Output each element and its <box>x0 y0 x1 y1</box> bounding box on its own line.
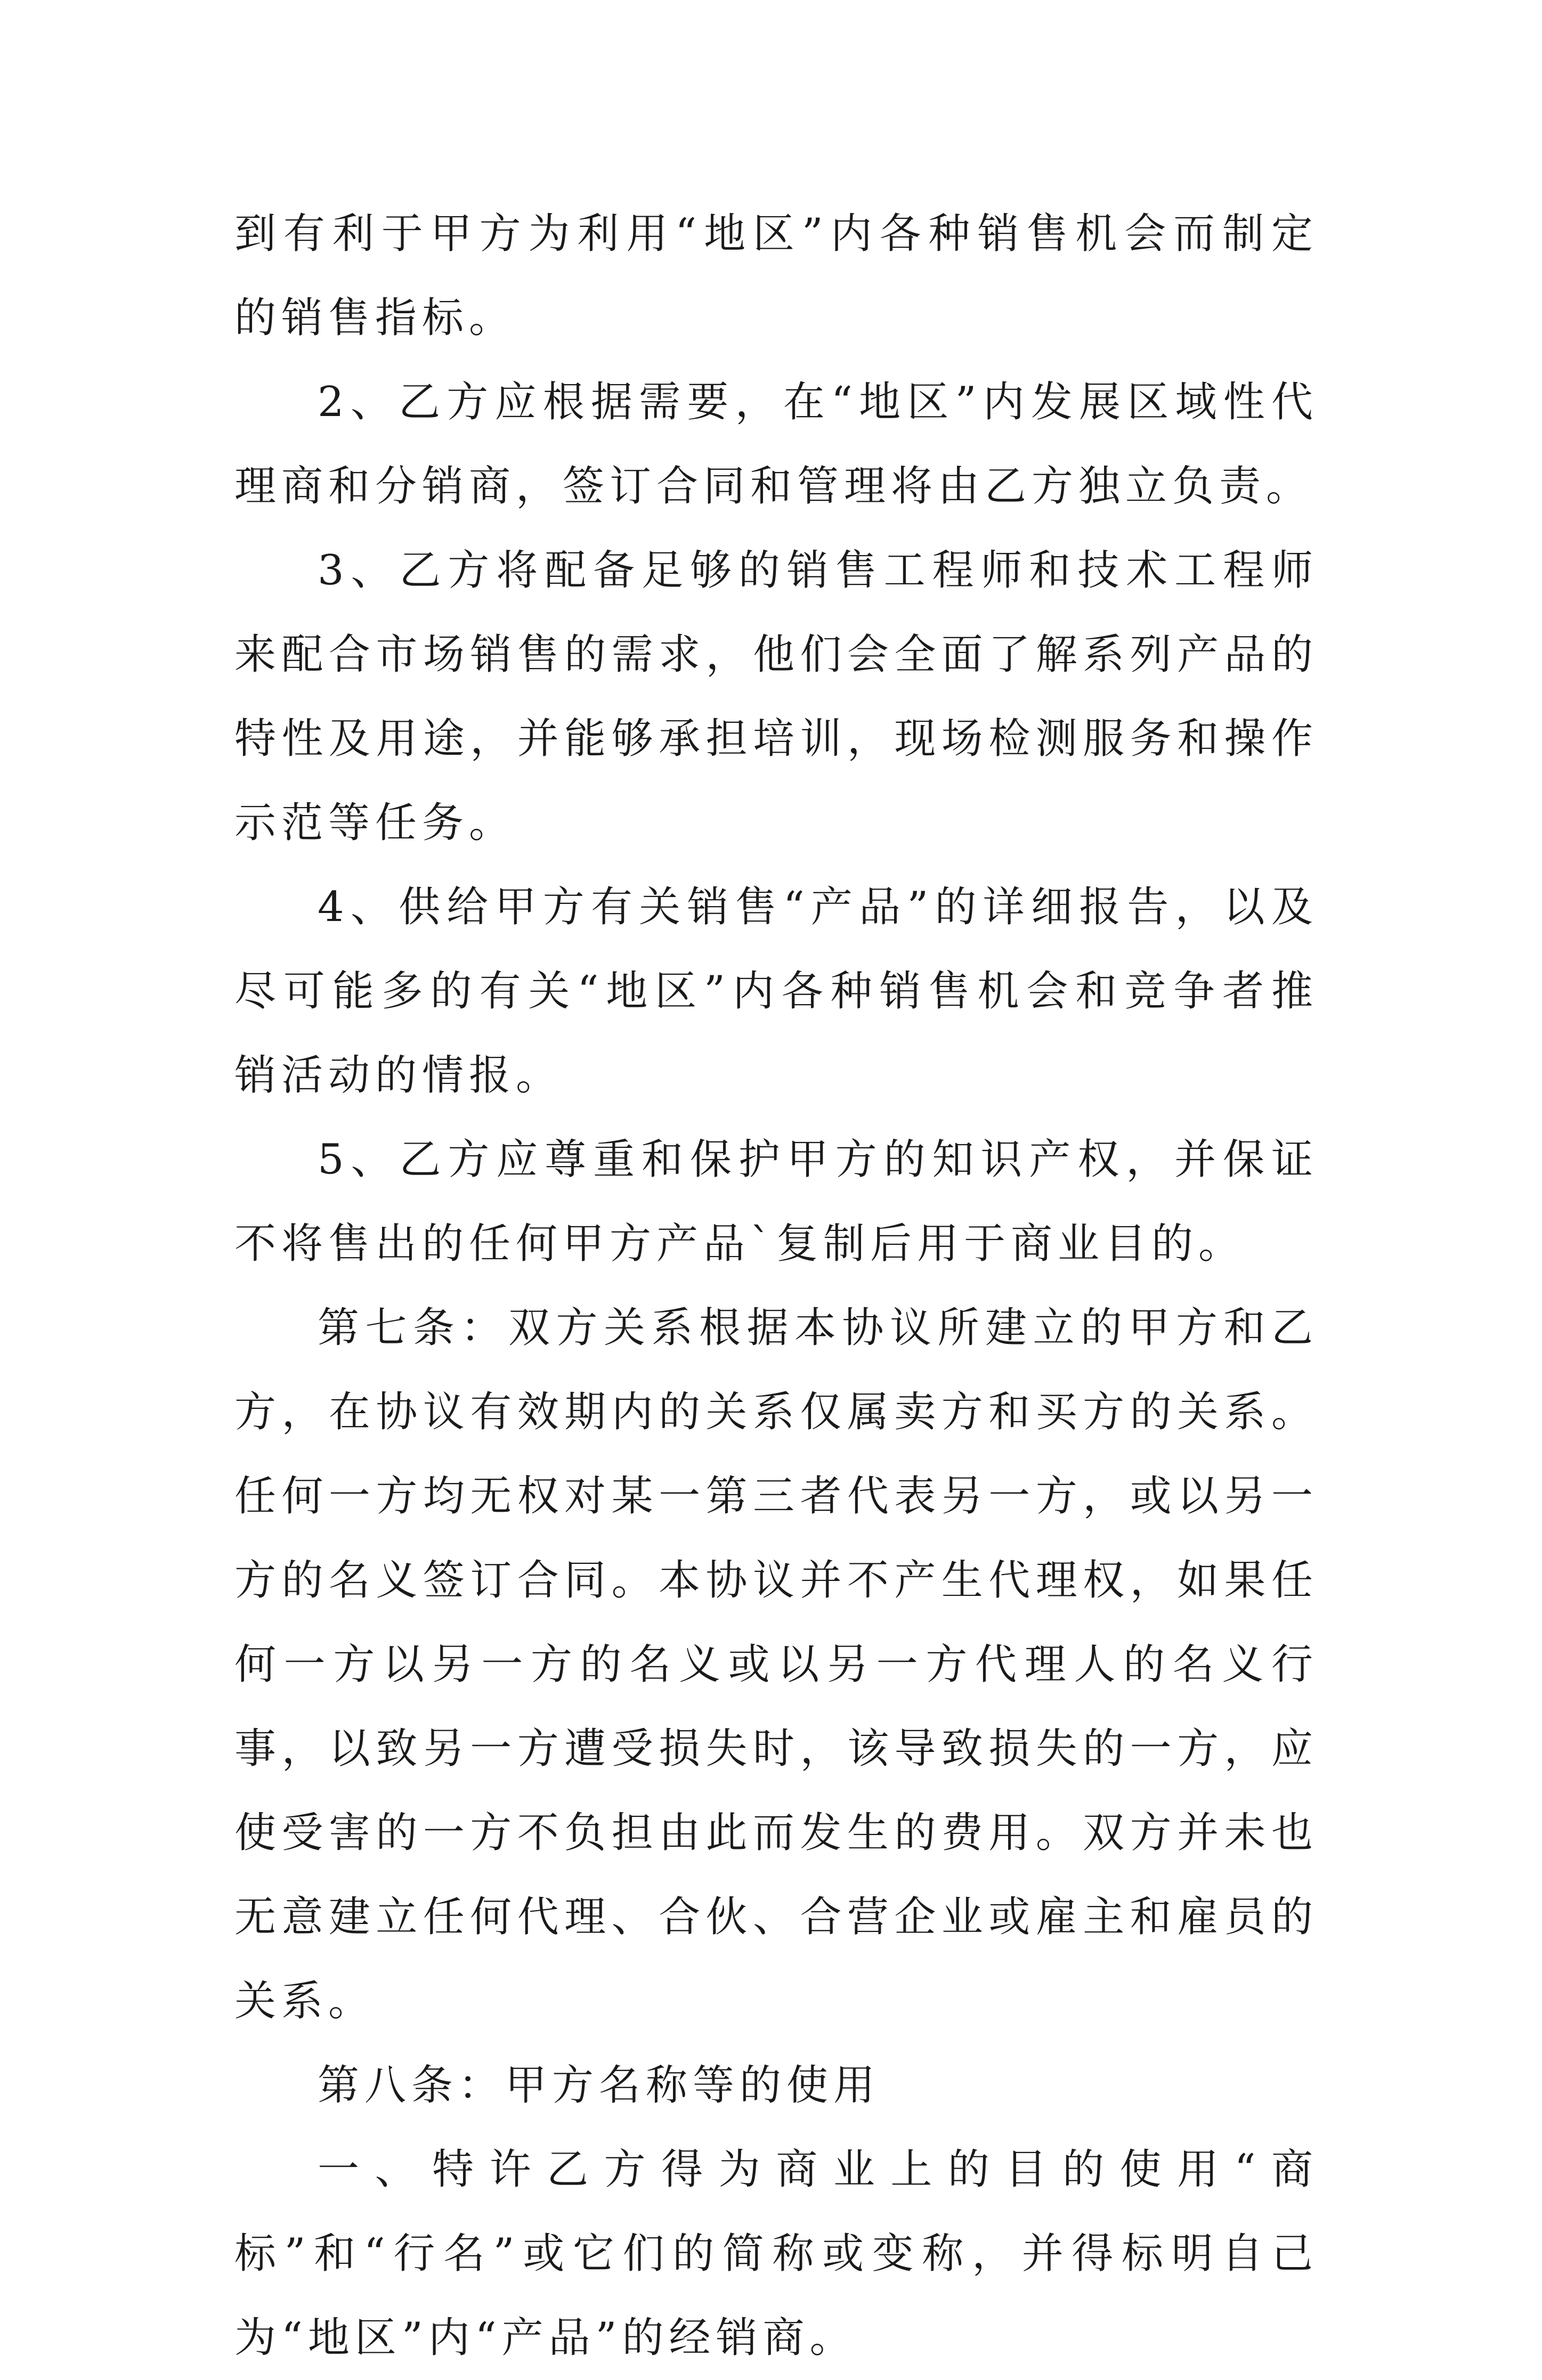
paragraph-item-3-engineers: 3、乙方将配备足够的销售工程师和技术工程师来配合市场销售的需求，他们会全面了解系列产品的特性及用途，并能够承担培训，现场检测服务和操作示范等任务。 <box>234 547 1318 847</box>
document-body <box>234 192 1318 2380</box>
paragraph-item-4-reports: 4、供给甲方有关销售“产品”的详细报告，以及尽可能多的有关“地区”内各种销售机会和竞争者推销活动的情报。 <box>234 883 1318 1099</box>
paragraph-article-8-item-1: 一、特许乙方得为商业上的目的使用“商标”和“行名”或它们的简称或变称，并得标明自己为“地区”内“产品”的经销商。 <box>234 2146 1318 2362</box>
paragraph-article-7-relationship: 第七条：双方关系根据本协议所建立的甲方和乙方，在协议有效期内的关系仅属卖方和买方的关系。任何一方均无权对某一第三者代表另一方，或以另一方的名义签订合同。本协议并不产生代理权，如果任何一方以另一方的名义或以另一方代理人的名义行事，以致另一方遭受损失时，该导致损失的一方，应使受害的一方不负担由此而发生的费用。双方并未也无意建立任何代理、合伙、合营企业或雇主和雇员的关系。 <box>234 1304 1318 2025</box>
paragraph-sales-target: 到有利于甲方为利用“地区”内各种销售机会而制定的销售指标。 <box>234 210 1318 342</box>
paragraph-item-2-distributors: 2、乙方应根据需要，在“地区”内发展区域性代理商和分销商，签订合同和管理将由乙方独立负责。 <box>234 378 1318 510</box>
paragraph-item-5-ip-protection: 5、乙方应尊重和保护甲方的知识产权，并保证不将售出的任何甲方产品`复制后用于商业目的。 <box>234 1136 1318 1268</box>
paragraph-article-8-heading: 第八条：甲方名称等的使用 <box>318 2061 881 2109</box>
